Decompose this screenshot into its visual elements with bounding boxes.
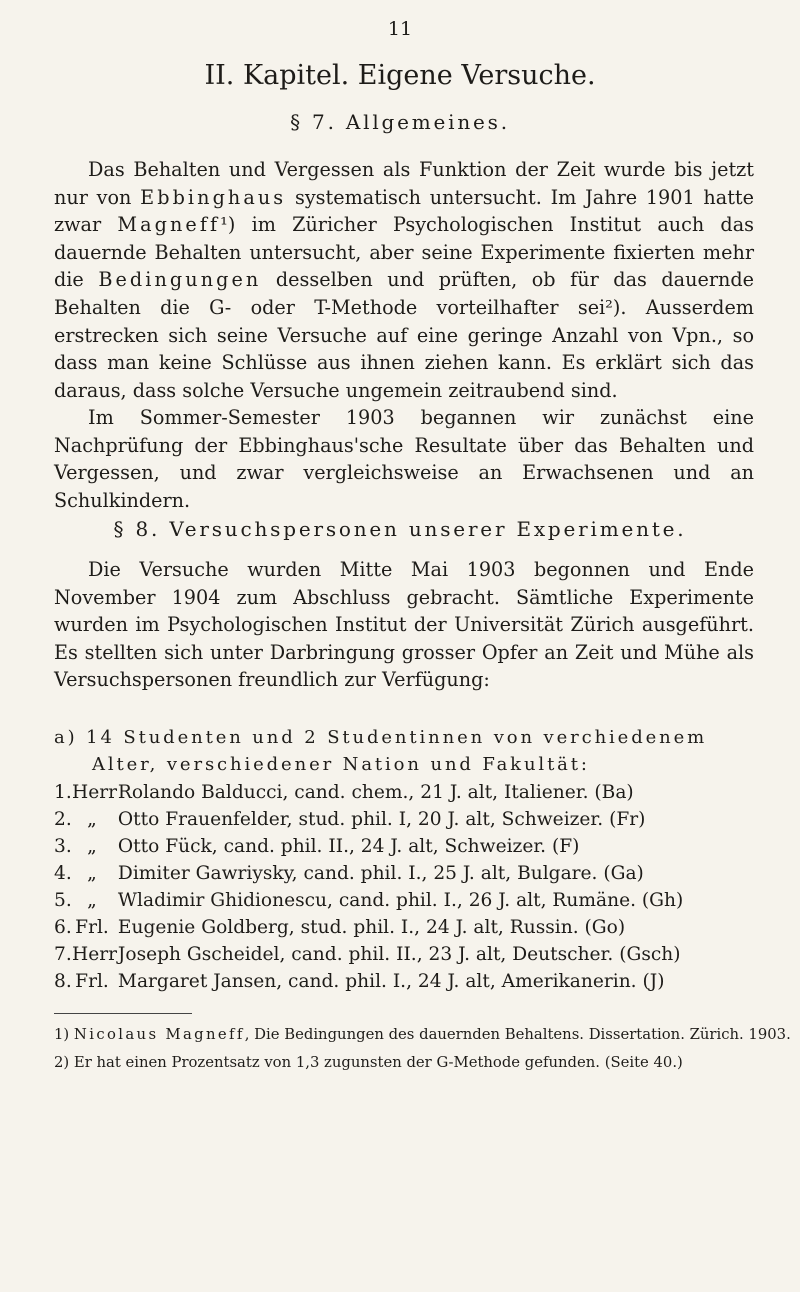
footnote-divider [54,1013,192,1014]
section-heading-7: § 7. Allgemeines. [290,110,510,134]
emphasis: Bedingungen [98,268,262,292]
section-heading-8: § 8. Versuchspersonen unserer Experimente. [113,517,687,541]
person-list-item: 6. Frl. Eugenie Goldberg, stud. phil. I., 24 J. alt, Russin. (Go) [54,917,626,938]
author-name: Magneff [117,213,221,237]
person-list-item: 3. „ Otto Fück, cand. phil. II., 24 J. alt, Schweizer. (F) [54,836,580,857]
paragraph-8-1: Die Versuche wurden Mitte Mai 1903 begonnen und Ende November 1904 zum Abschluss gebracht. Sämtliche Experimente wurden im Psychologischen Institut der Universität Zürich ausgeführt. Es stellten sich unter Darbringung grosser Opfer an Zeit und Mühe als Versuchspersonen freundlich zur Verfügung: [54,558,754,692]
page-number: 11 [387,18,413,40]
person-list-item: 1.Herr Rolando Balducci, cand. chem., 21 J. alt, Italiener. (Ba) [54,782,634,803]
paragraph-7-2: Im Sommer-Semester 1903 begannen wir zunächst eine Nachprüfung der Ebbinghaus'sche Resultate über das Behalten und Vergessen, und zwar vergleichsweise an Erwachsenen und an Schulkindern. [54,406,754,512]
paragraph-7-1: Das Behalten und Vergessen als Funktion der Zeit wurde bis jetzt nur von Ebbinghaus systematisch untersucht. Im Jahre 1901 hatte zwar Magneff¹) im Züricher Psychologischen Institut auch das dauernde Behalten untersucht, aber seine Experimente fixierten mehr die Bedingungen desselben und prüften, ob für das dauernde Behalten die G- oder T-Methode vorteilhafter sei²). Ausserdem erstrecken sich seine Versuche auf eine geringe Anzahl von Vpn., so dass man keine Schlüsse aus ihnen ziehen kann. Es erklärt sich das daraus, dass solche Versuche ungemein zeitraubend sind. [54,158,755,402]
person-list-item: 4. „ Dimiter Gawriysky, cand. phil. I., 25 J. alt, Bulgare. (Ga) [54,863,644,884]
footnote-2: 2) Er hat einen Prozentsatz von 1,3 zugunsten der G-Methode gefunden. (Seite 40.) [54,1054,683,1071]
chapter-title: II. Kapitel. Eigene Versuche. [204,60,596,91]
person-list-item: 8. Frl. Margaret Jansen, cand. phil. I., 24 J. alt, Amerikanerin. (J) [54,971,665,992]
person-list-item: 5. „ Wladimir Ghidionescu, cand. phil. I., 26 J. alt, Rumäne. (Gh) [54,890,684,911]
author-name: Ebbinghaus [140,185,287,209]
group-line-1: a) 14 Studenten und 2 Studentinnen von verchiedenem [54,727,708,748]
person-list-item: 2. „ Otto Frauenfelder, stud. phil. I, 20 J. alt, Schweizer. (Fr) [54,809,646,830]
footnote-1: 1) Nicolaus Magneff, Die Bedingungen des dauernden Behaltens. Dissertation. Zürich. 1903. [54,1026,791,1043]
person-list-item: 7.Herr Joseph Gscheidel, cand. phil. II., 23 J. alt, Deutscher. (Gsch) [54,944,681,965]
group-line-2: Alter, verschiedener Nation und Fakultät: [92,754,590,775]
